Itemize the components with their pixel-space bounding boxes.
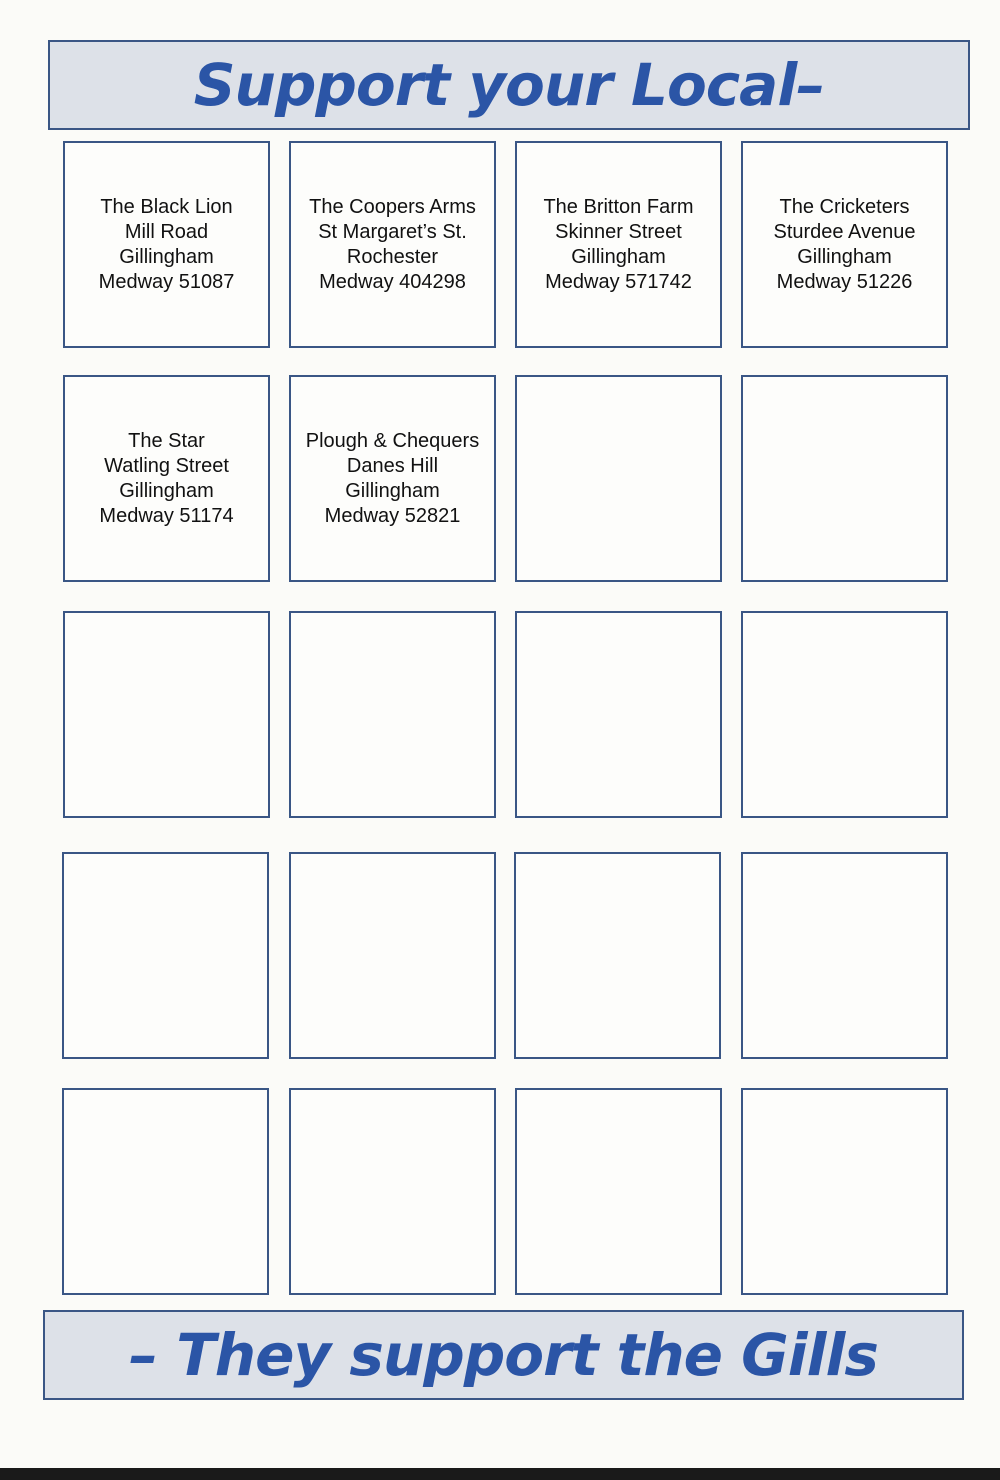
pub-phone: Medway 571742: [545, 270, 692, 293]
footer-banner: [43, 1310, 964, 1400]
pub-box-plough-chequers: [289, 375, 496, 582]
empty-box: [289, 1088, 496, 1295]
pub-street: Skinner Street: [555, 220, 682, 243]
pub-phone: Medway 52821: [324, 504, 461, 527]
pub-town: Gillingham: [119, 479, 214, 502]
empty-box: [741, 1088, 948, 1295]
pub-street: Watling Street: [104, 454, 229, 477]
page-title: Support your Local–: [193, 51, 825, 119]
pub-name: Plough & Chequers: [305, 429, 480, 452]
pub-box-cricketers: [741, 141, 948, 348]
pub-phone: Medway 404298: [319, 270, 466, 293]
pub-town: Rochester: [346, 245, 439, 268]
footer-slogan: – They support the Gills: [129, 1321, 878, 1389]
pub-box-star: [63, 375, 270, 582]
empty-box: [515, 1088, 722, 1295]
pub-name: The Black Lion: [100, 195, 233, 218]
pub-town: Gillingham: [797, 245, 892, 268]
pub-street: Danes Hill: [346, 454, 439, 477]
empty-box: [741, 375, 948, 582]
empty-box: [741, 852, 948, 1059]
empty-box: [62, 1088, 269, 1295]
header-banner: [48, 40, 970, 130]
empty-box: [63, 611, 270, 818]
pub-box-britton-farm: [515, 141, 722, 348]
pub-street: St Margaret’s St.: [318, 220, 467, 243]
empty-box: [515, 375, 722, 582]
pub-phone: Medway 51226: [776, 270, 913, 293]
pub-town: Gillingham: [119, 245, 214, 268]
pub-phone: Medway 51174: [99, 504, 234, 527]
pub-box-coopers-arms: [289, 141, 496, 348]
pub-town: Gillingham: [571, 245, 666, 268]
pub-name: The Britton Farm: [543, 195, 694, 218]
pub-name: The Cricketers: [779, 195, 910, 218]
page-bottom-edge: [0, 1468, 1000, 1480]
pub-street: Mill Road: [124, 220, 209, 243]
empty-box: [289, 852, 496, 1059]
empty-box: [741, 611, 948, 818]
empty-box: [289, 611, 496, 818]
empty-box: [515, 611, 722, 818]
pub-box-black-lion: [63, 141, 270, 348]
pub-name: The Star: [128, 429, 205, 452]
pub-name: The Coopers Arms: [309, 195, 476, 218]
pub-town: Gillingham: [345, 479, 440, 502]
empty-box: [62, 852, 269, 1059]
pub-street: Sturdee Avenue: [773, 220, 916, 243]
empty-box: [514, 852, 721, 1059]
pub-phone: Medway 51087: [98, 270, 235, 293]
